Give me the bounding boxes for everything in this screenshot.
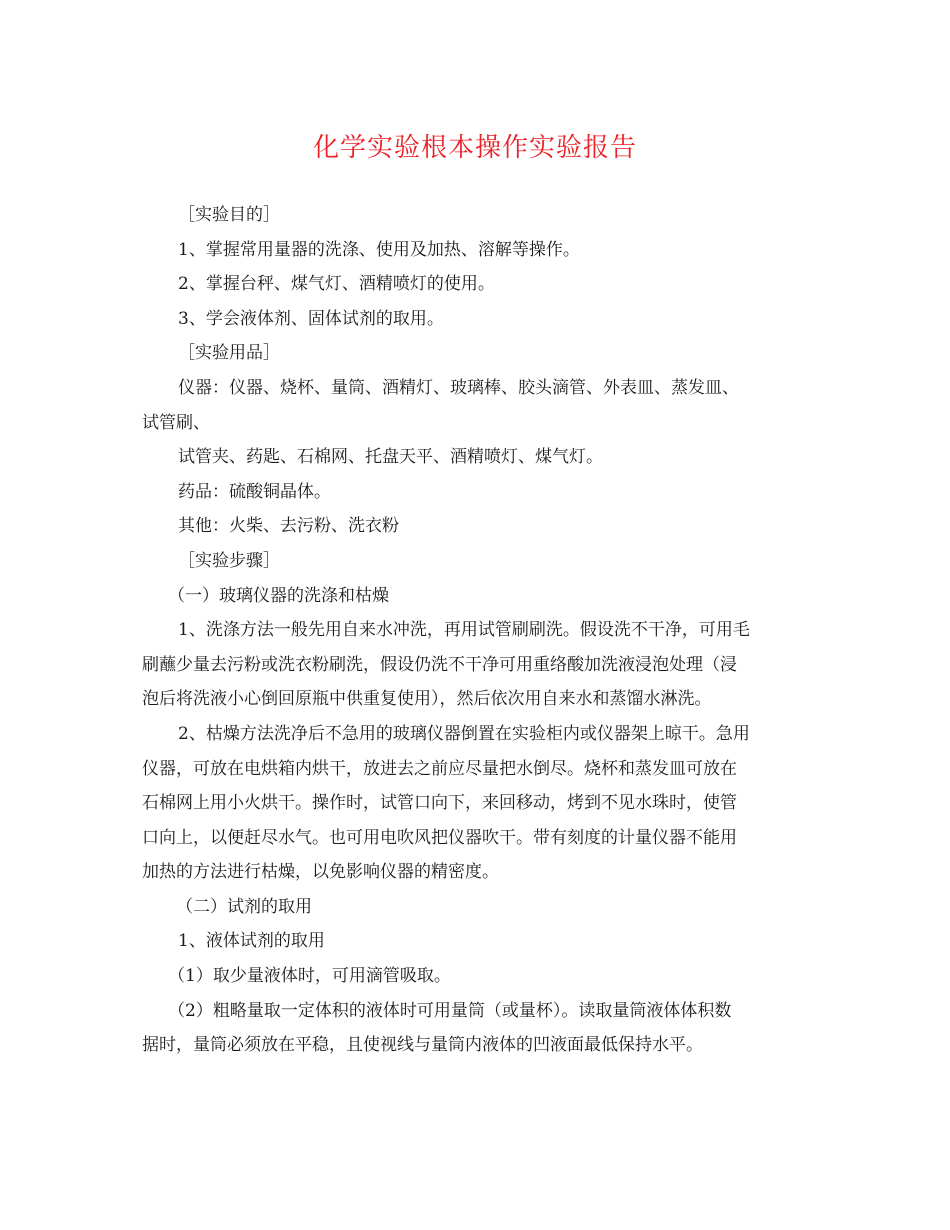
body-line: 1、液体试剂的取用 [178,931,325,952]
body-line: 药品：硫酸铜晶体。 [178,481,331,502]
body-line: 加热的方法进行枯燥，以免影响仪器的精密度。 [142,862,499,883]
body-line: ［实验步骤］ [178,550,280,571]
body-line: 石棉网上用小火烘干。操作时，试管口向下，来回移动，烤到不见水珠时，使管 [142,793,737,814]
body-line: 1、洗涤方法一般先用自来水冲洗，再用试管刷刷洗。假设洗不干净，可用毛 [178,620,750,641]
body-line: ［实验目的］ [178,205,280,225]
body-line: （二）试剂的取用 [176,896,312,917]
body-line: 刷蘸少量去污粉或洗衣粉刷洗，假设仍洗不干净可用重络酸加洗液浸泡处理（浸 [142,654,737,675]
body-line: 据时，量筒必须放在平稳，且使视线与量筒内液体的凹液面最低保持水平。 [142,1035,703,1056]
body-line: ［实验用品］ [178,343,280,364]
body-line: 2、枯燥方法洗净后不急用的玻璃仪器倒置在实验柜内或仪器架上晾干。急用 [178,723,750,744]
body-line: 其他：火柴、去污粉、洗衣粉 [178,516,399,537]
body-line: 试管夹、药匙、石棉网、托盘天平、酒精喷灯、煤气灯。 [178,447,603,468]
body-line: 仪器，可放在电烘箱内烘干，放进去之前应尽量把水倒尽。烧杯和蒸发皿可放在 [142,758,737,779]
document-title: 化学实验根本操作实验报告 [312,133,637,163]
body-line: 3、学会液体剂、固体试剂的取用。 [178,308,444,329]
document-body [142,198,808,1063]
body-line: （2）粗略量取一定体积的液体时可用量筒（或量杯）。读取量筒液体体积数 [168,1000,732,1021]
body-line: 1、掌握常用量器的洗涤、使用及加热、溶解等操作。 [178,239,580,260]
body-line: （1）取少量液体时，可用滴管吸取。 [168,966,451,987]
body-line: 试管刷、 [142,412,210,433]
body-line: 泡后将洗液小心倒回原瓶中供重复使用），然后依次用自来水和蒸馏水淋洗。 [142,689,712,710]
body-line: 口向上，以便赶尽水气。也可用电吹风把仪器吹干。带有刻度的计量仪器不能用 [142,827,737,848]
body-line: 仪器：仪器、烧杯、量筒、酒精灯、玻璃棒、胶头滴管、外表皿、蒸发皿、 [178,377,739,398]
body-line: （一）玻璃仪器的洗涤和枯燥 [168,585,389,606]
body-line: 2、掌握台秤、煤气灯、酒精喷灯的使用。 [178,274,495,295]
